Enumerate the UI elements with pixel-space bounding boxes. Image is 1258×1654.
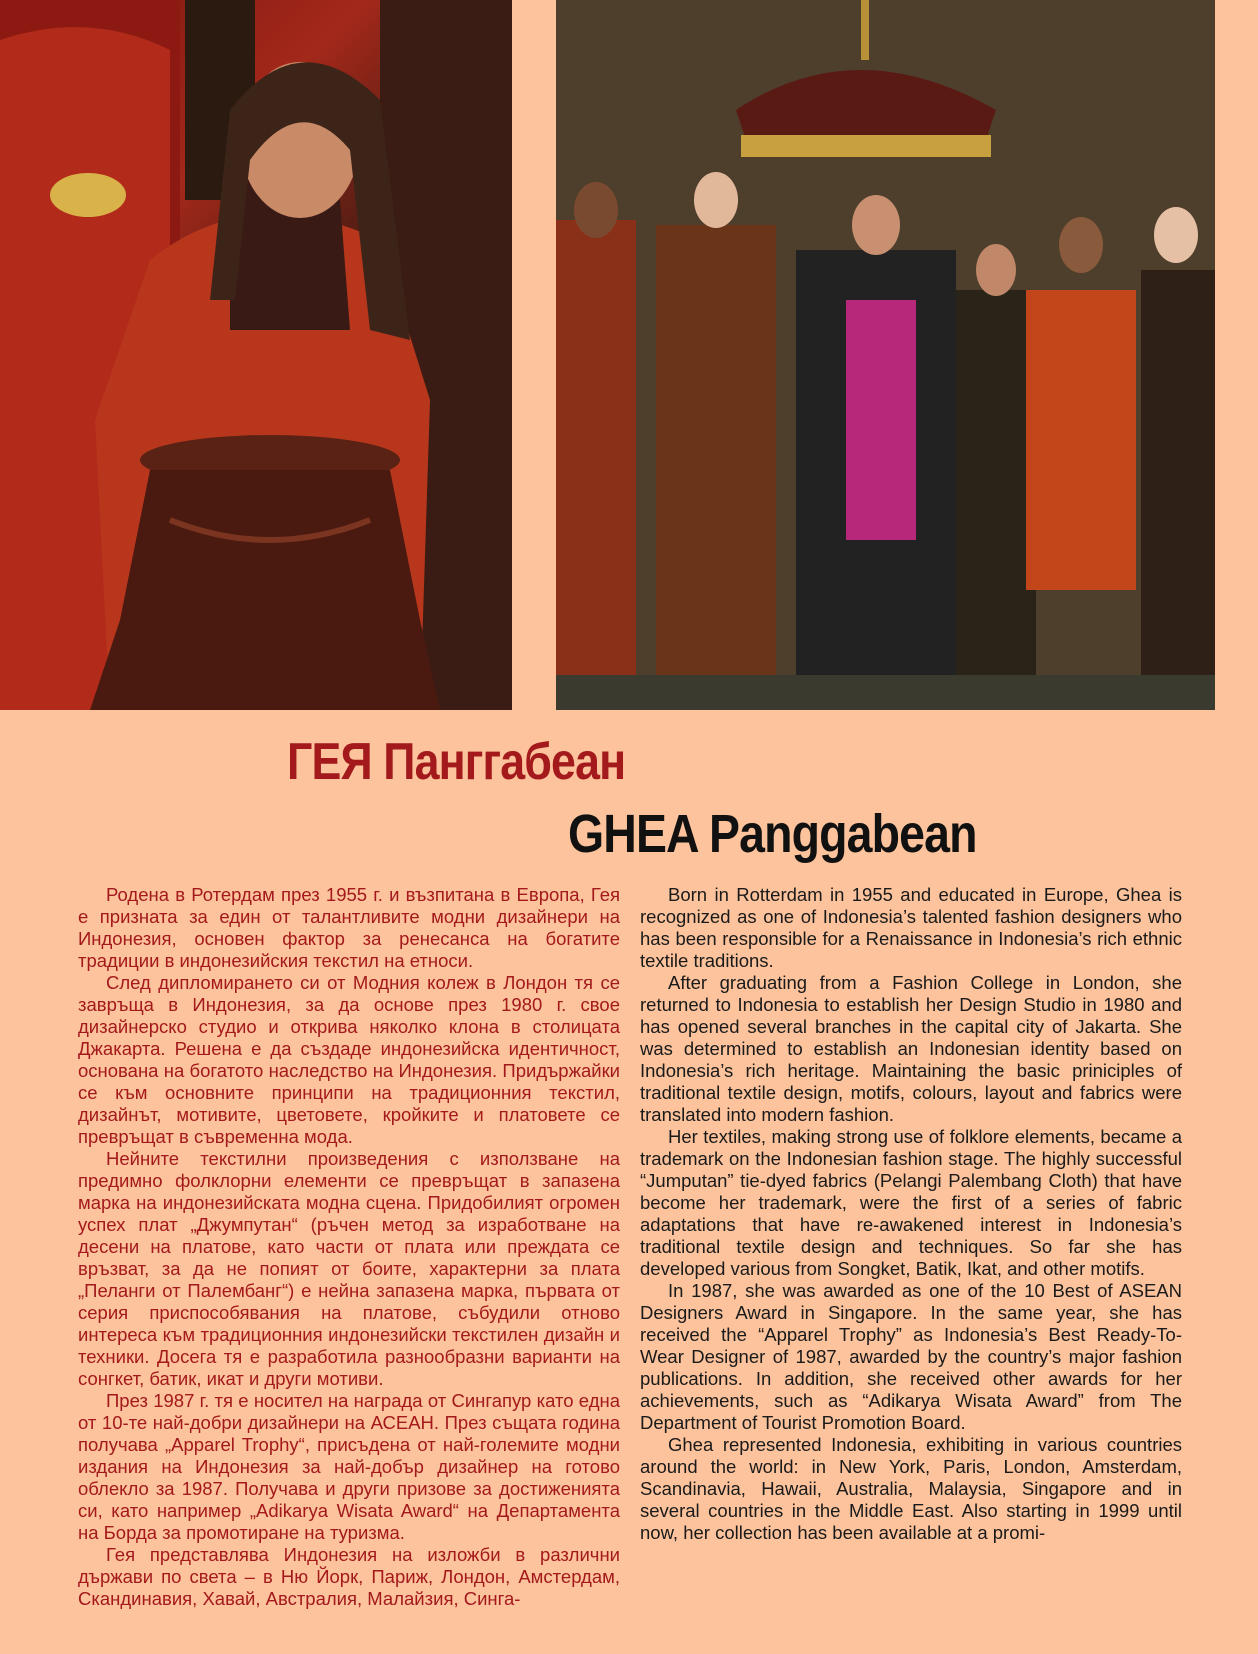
runway-illustration xyxy=(556,0,1215,710)
title-bulgarian: ГЕЯ Панггабеан xyxy=(287,733,626,791)
bulgarian-paragraph: През 1987 г. тя е носител на награда от Сингапур като една от 10-те най-добри дизайнери на АСЕАН. През същата година получава „Apparel Trophy“, присъдена от най-големите модни издания на Индонезия за най-добър дизайнер на готово облекло за 1987. Получава и други призове за достиженията си, като например „Adikarya Wisata Award“ на Департамента на Борда за промотиране на туризма. xyxy=(78,1390,620,1543)
runway-photo xyxy=(556,0,1215,710)
english-paragraph: After graduating from a Fashion College in London, she returned to Indonesia to establish her Design Studio in 1980 and has opened several branches in the capital city of Jakarta. She was determined to establish an Indonesian identity based on Indonesia’s rich heritage. Maintaining the basic priniciples of traditional textile design, motifs, colours, layout and fabrics were translated into modern fashion. xyxy=(640,972,1182,1125)
english-paragraph: In 1987, she was awarded as one of the 10 Best of ASEAN Designers Award in Singapore. In the same year, she has received the “Apparel Trophy” as Indonesia’s Best Ready-To-Wear Designer of 1987, awarded by the country’s major fashion publications. In addition, she received other awards for her achievements, such as “Adikarya Wisata Award” from The Department of Tourist Promotion Board. xyxy=(640,1280,1182,1433)
bulgarian-paragraph: След дипломирането си от Модния колеж в Лондон тя се завръща в Индонезия, за да основе през 1980 г. свое дизайнерско студио и открива няколко клона в столицата Джакарта. Решена е да създаде индонезийска идентичност, основана на богатото наследство на Индонезия. Придържайки се към основните принципи на традиционния текстил, дизайнът, мотивите, цветовете, кройките и платовете се превръщат в съвременна мода. xyxy=(78,972,620,1147)
bulgarian-paragraph: Родена в Ротердам през 1955 г. и възпитана в Европа, Гея е призната за един от талантливите модни дизайнери на Индонезия, основен фактор за ренесанса на богатите традиции в индонезийския текстил на етноси. xyxy=(78,884,620,971)
bulgarian-paragraph: Гея представлява Индонезия на изложби в различни държави по света – в Ню Йорк, Париж, Лондон, Амстердам, Скандинавия, Хавай, Австралия, Малайзия, Синга- xyxy=(78,1544,620,1609)
english-paragraph: Born in Rotterdam in 1955 and educated in Europe, Ghea is recognized as one of Indonesia’s talented fashion designers who has been responsible for a Renaissance in Indonesia’s rich ethnic textile traditions. xyxy=(640,884,1182,971)
bulgarian-paragraph: Нейните текстилни произведения с използване на предимно фолклорни елементи се превръщат в запазена марка на индонезийската модна сцена. Придобилият огромен успех плат „Джумпутан“ (ръчен метод за изработване на десени на платове, като части от плата или преждата се връзват, за да не попият от боите, характерни за плата „Пеланги от Палембанг“) е нейна запазена марка, първата от серия приспособявания на платове, събудили отново интереса към традиционния индонезийски текстилен дизайн и техники. Досега тя е разработила разнообразни варианти на сонгкет, батик, икат и други мотиви. xyxy=(78,1148,620,1389)
english-paragraph: Her textiles, making strong use of folklore elements, became a trademark on the Indonesian fashion stage. The highly successful “Jumputan” tie-dyed fabrics (Pelangi Palembang Cloth) that have become her trademark, were the first of a series of fabric adaptations that have re-awakened interest in Indonesia’s traditional textile design and techniques. So far she has developed various from Songket, Batik, Ikat, and other motifs. xyxy=(640,1126,1182,1279)
title-english: GHEA Panggabean xyxy=(568,804,977,864)
portrait-illustration xyxy=(0,0,512,710)
english-paragraph: Ghea represented Indonesia, exhibiting in various countries around the world: in New York, Paris, London, Amsterdam, Scandinavia, Hawaii, Australia, Malaysia, Singapore and in several countries in the Middle East. Also starting in 1999 until now, her collection has been available at a promi- xyxy=(640,1434,1182,1543)
bulgarian-column xyxy=(78,884,620,1610)
portrait-photo xyxy=(0,0,512,710)
english-column xyxy=(640,884,1182,1544)
